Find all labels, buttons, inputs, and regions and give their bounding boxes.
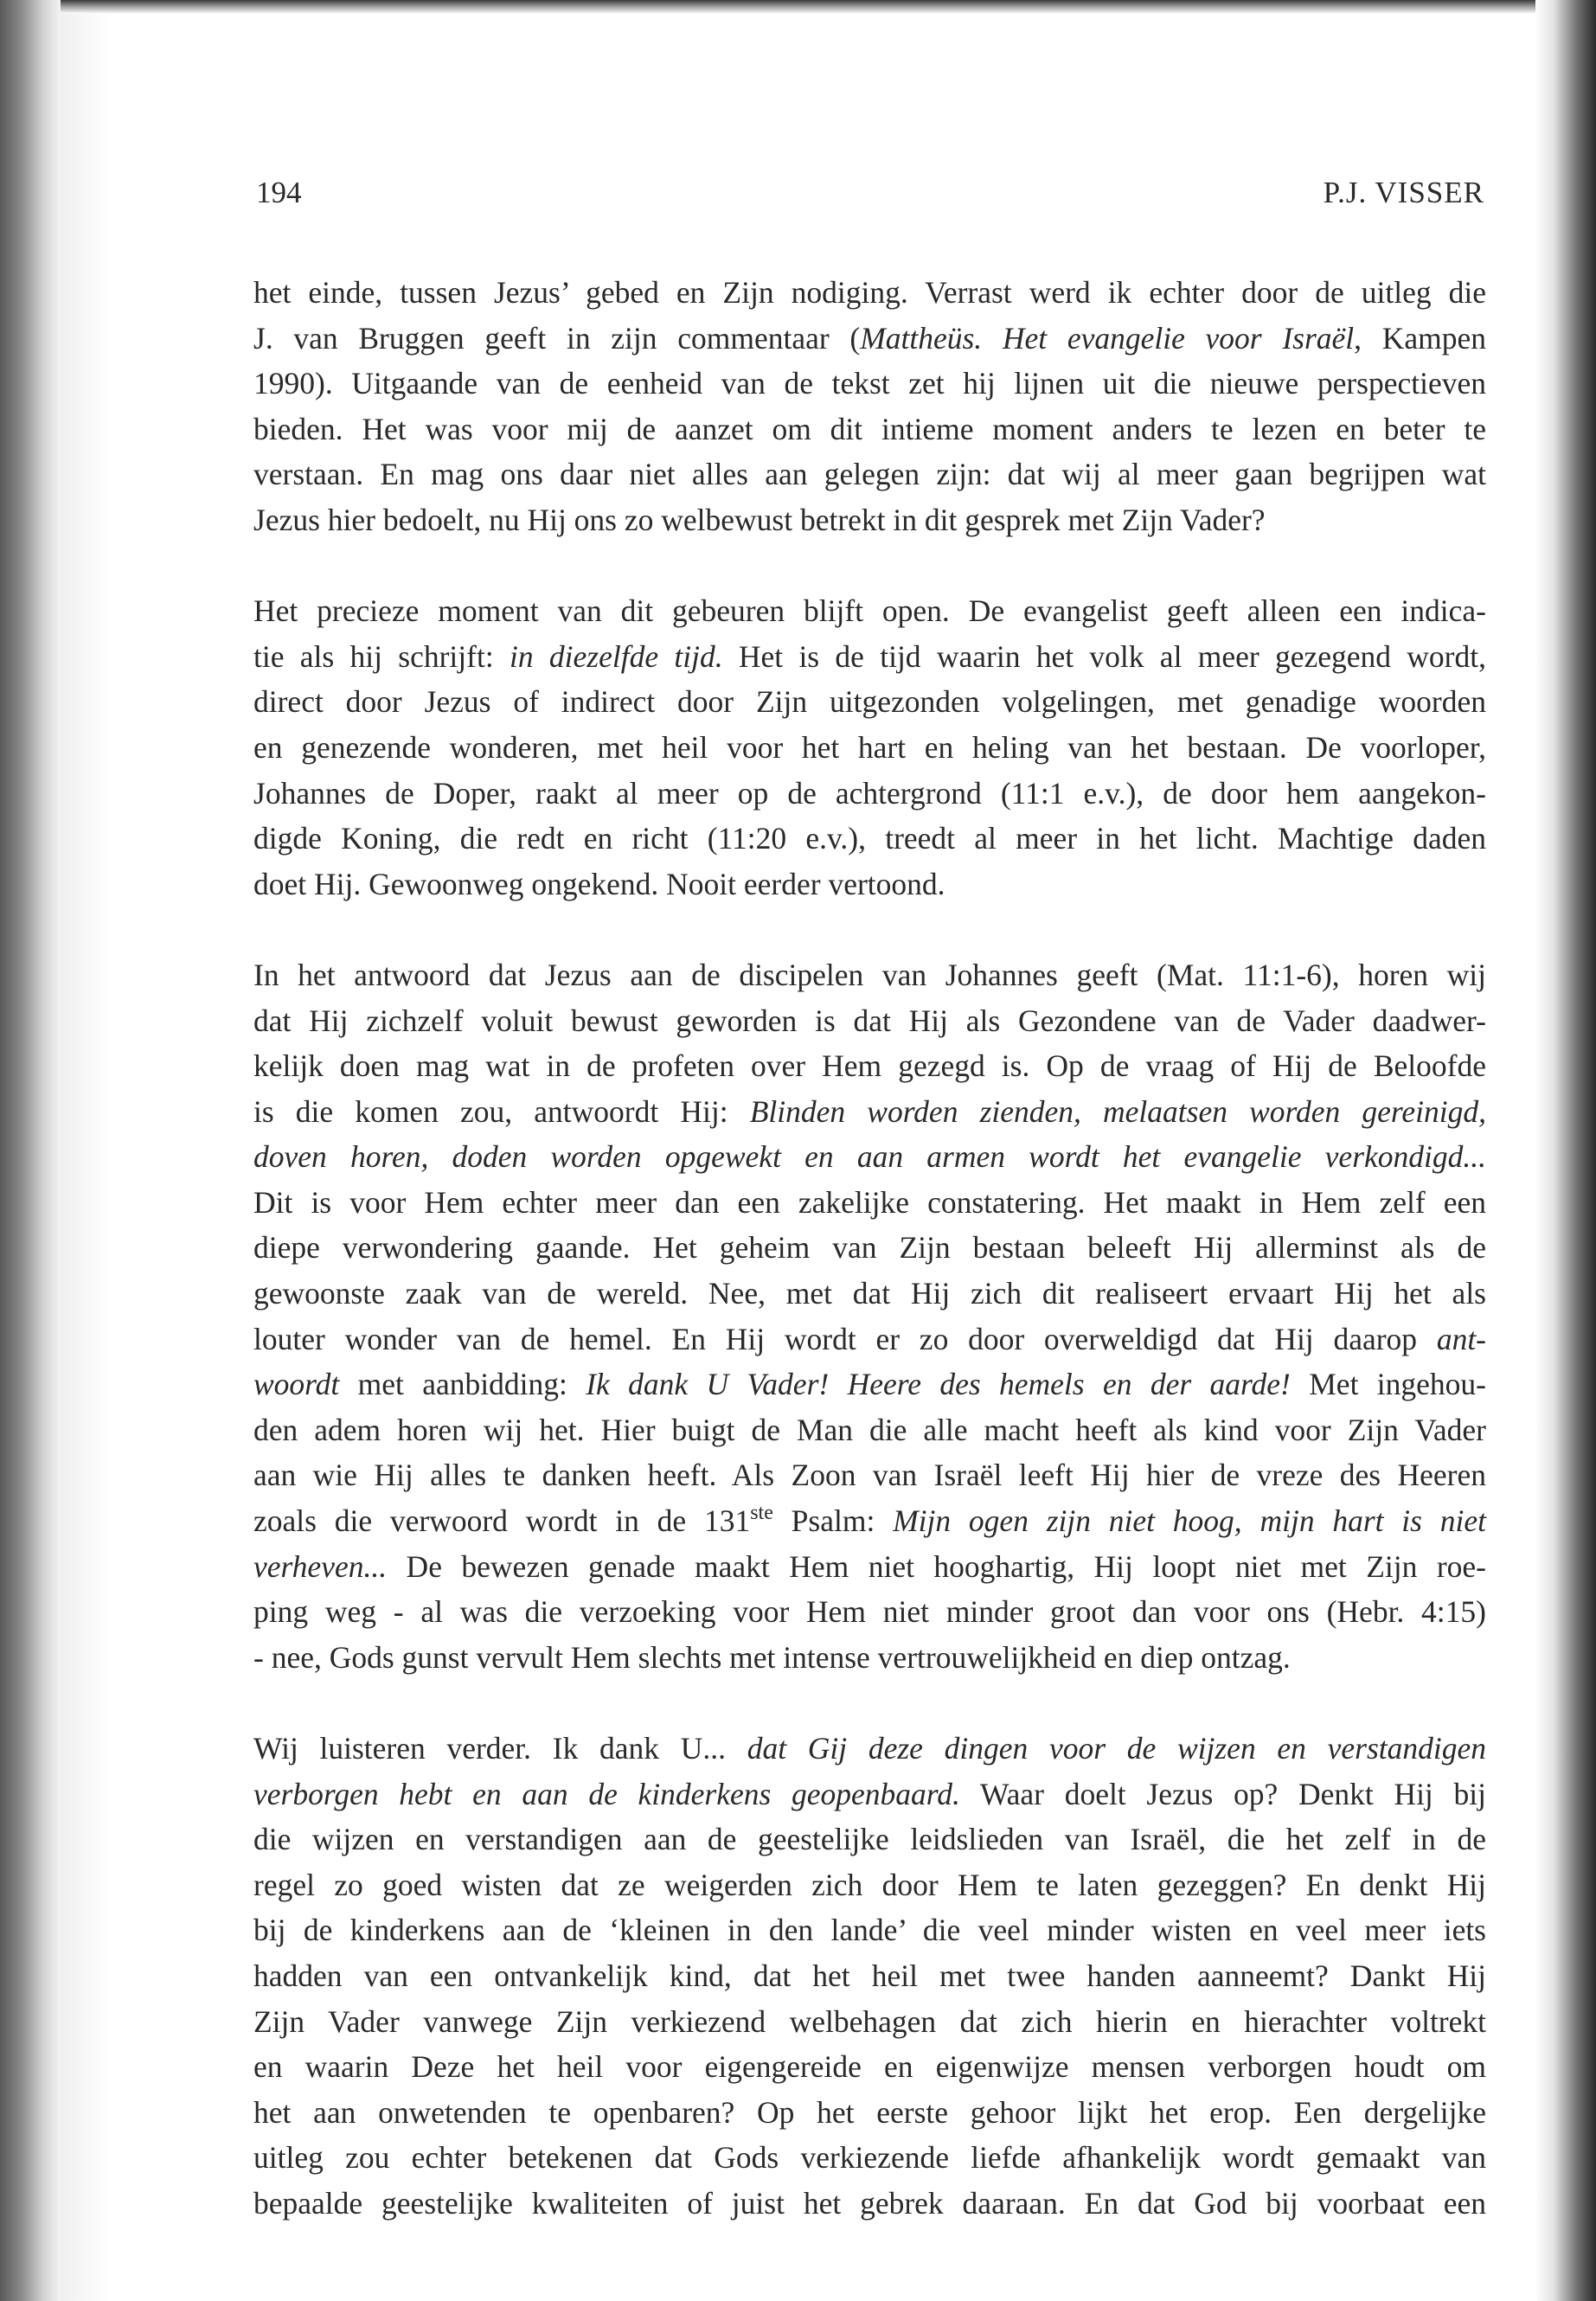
text-run: - nee, Gods gunst vervult Hem slechts met intense vertrouwelijkheid en diep ontzag. [253, 1639, 1291, 1675]
text-run: Met ingehou- [1290, 1367, 1486, 1402]
text-run: verstaan. En mag ons daar niet alles aan gelegen zijn: dat wij al meer gaan begrijpen wat [253, 457, 1486, 492]
text-line [253, 2044, 1486, 2090]
text-line [253, 1271, 1486, 1317]
text-line [253, 634, 1486, 680]
text-line [253, 1907, 1486, 1953]
text-line [253, 1817, 1486, 1862]
text-run: 1990). Uitgaande van de eenheid van de tekst zet hij lijnen uit die nieuwe perspectieven [253, 366, 1486, 401]
superscript: ste [750, 1502, 773, 1525]
italic-text: Ik dank U Vader! Heere des hemels en der aarde! [586, 1367, 1291, 1402]
text-line [253, 862, 1486, 907]
text-line [253, 2090, 1486, 2136]
text-line [253, 1953, 1486, 1999]
text-run: het einde, tussen Jezus’ gebed en Zijn nodiging. Verrast werd ik echter door de uitleg die [253, 275, 1486, 310]
text-line [253, 952, 1486, 998]
text-run: en waarin Deze het heil voor eigengereide en eigenwijze mensen verborgen houdt om [253, 2049, 1486, 2085]
text-line [253, 1544, 1486, 1590]
text-line [253, 361, 1486, 407]
text-run: doet Hij. Gewoonweg ongekend. Nooit eerder vertoond. [253, 866, 945, 901]
text-line [253, 1043, 1486, 1089]
page-edge-shadow [1535, 0, 1596, 2301]
text-run: ping weg - al was die verzoeking voor Hem niet minder groot dan voor ons (Hebr. 4:15) [253, 1594, 1486, 1630]
text-run: bepaalde geestelijke kwaliteiten of juist het gebrek daaraan. En dat God bij voorbaat een [253, 2185, 1486, 2221]
text-line [253, 1862, 1486, 1908]
text-line [253, 452, 1486, 497]
text-run: Johannes de Doper, raakt al meer op de achtergrond (11:1 e.v.), de door hem aangekon- [253, 775, 1486, 811]
text-line [253, 1726, 1486, 1772]
text-run: bij de kinderkens aan de ‘kleinen in den lande’ die veel minder wisten en veel meer iets [253, 1913, 1486, 1948]
text-line [253, 270, 1486, 316]
text-line [253, 1180, 1486, 1226]
text-line [253, 1999, 1486, 2045]
text-line [253, 2135, 1486, 2181]
text-line [253, 1452, 1486, 1498]
text-line [253, 1498, 1486, 1544]
text-run: Dit is voor Hem echter meer dan een zakelijke constatering. Het maakt in Hem zelf een [253, 1184, 1486, 1220]
italic-text: Blinden worden zienden, melaatsen worden gereinigd, [749, 1093, 1486, 1129]
book-gutter [61, 0, 112, 2301]
text-run: zoals die verwoord wordt in de 131 [253, 1503, 751, 1539]
text-line [253, 316, 1486, 362]
text-run: is die komen zou, antwoordt Hij: [253, 1093, 750, 1129]
running-head: P.J. VISSER [1323, 176, 1484, 209]
text-run: regel zo goed wisten dat ze weigerden zich door Hem te laten gezeggen? En denkt Hij [253, 1867, 1486, 1902]
text-line [253, 771, 1486, 817]
page-top-shadow [61, 0, 1535, 14]
text-run: gewoonste zaak van de wereld. Nee, met dat Hij zich dit realiseert ervaart Hij het als [253, 1276, 1486, 1311]
text-line [253, 1089, 1486, 1135]
paragraph [253, 952, 1486, 1681]
text-run: Zijn Vader vanwege Zijn verkiezend welbehagen dat zich hierin en hierachter voltrekt [253, 2003, 1486, 2039]
text-run: uitleg zou echter betekenen dat Gods verkiezende liefde afhankelijk wordt gemaakt van [253, 2140, 1486, 2176]
page-header [256, 176, 1484, 219]
text-run: , Kampen [1354, 320, 1486, 356]
text-run: J. van Bruggen geeft in zijn commentaar ( [253, 320, 861, 356]
text-run: Het is de tijd waarin het volk al meer gezegend wordt, [722, 638, 1486, 674]
text-run: Psalm: [772, 1503, 894, 1539]
paragraph [253, 1726, 1486, 2227]
text-line [253, 2181, 1486, 2227]
text-line [253, 725, 1486, 771]
paragraph [253, 270, 1486, 543]
text-run: Wij luisteren verder. Ik dank U... [253, 1731, 747, 1766]
text-run: die wijzen en verstandigen aan de geestelijke leidslieden van Israël, die het zelf in de [253, 1822, 1486, 1857]
paragraph [253, 588, 1486, 907]
text-run: het aan onwetenden te openbaren? Op het eerste gehoor lijkt het erop. Een dergelijke [253, 2094, 1486, 2130]
text-run: en genezende wonderen, met heil voor het hart en heling van het bestaan. De voorloper, [253, 729, 1486, 765]
text-run: aan wie Hij alles te danken heeft. Als Zoon van Israël leeft Hij hier de vreze des Heeren [253, 1458, 1486, 1493]
text-line [253, 816, 1486, 862]
text-run: dat Hij zichzelf voluit bewust geworden is dat Hij als Gezondene van de Vader daadwer- [253, 1003, 1486, 1038]
text-run: In het antwoord dat Jezus aan de discipelen van Johannes geeft (Mat. 11:1-6), horen wij [253, 957, 1486, 992]
text-line [253, 407, 1486, 452]
text-run: bieden. Het was voor mij de aanzet om dit intieme moment anders te lezen en beter te [253, 411, 1486, 446]
text-run: hadden van een ontvankelijk kind, dat het heil met twee handen aanneemt? Dankt Hij [253, 1958, 1486, 1993]
italic-text: woordt [253, 1367, 340, 1402]
text-line [253, 1772, 1486, 1817]
body-text [253, 270, 1486, 2272]
text-line [253, 679, 1486, 725]
text-run: den adem horen wij het. Hier buigt de Man die alle macht heeft als kind voor Zijn Vader [253, 1412, 1486, 1447]
italic-text: doven horen, doden worden opgewekt en aan armen wordt het evangelie verkondigd... [253, 1139, 1486, 1175]
italic-text: Mattheüs. Het evangelie voor Israël [860, 320, 1355, 356]
text-run: direct door Jezus of indirect door Zijn uitgezonden volgelingen, met genadige woorden [253, 684, 1486, 720]
italic-text: verborgen hebt en aan de kinderkens geopenbaard. [253, 1776, 960, 1811]
text-line [253, 998, 1486, 1044]
italic-text: Mijn ogen zijn niet hoog, mijn hart is niet [893, 1503, 1486, 1539]
page-number: 194 [256, 176, 302, 209]
italic-text: in diezelfde tijd. [510, 638, 723, 674]
text-line [253, 1362, 1486, 1407]
text-line [253, 1407, 1486, 1453]
text-line [253, 1317, 1486, 1362]
text-run: kelijk doen mag wat in de profeten over Hem gezegd is. Op de vraag of Hij de Beloofde [253, 1048, 1486, 1084]
text-line [253, 1225, 1486, 1271]
text-run: diepe verwondering gaande. Het geheim van Zijn bestaan beleeft Hij allerminst als de [253, 1230, 1486, 1266]
book-spine-shadow [0, 0, 61, 2301]
text-line [253, 497, 1486, 543]
text-run: tie als hij schrijft: [253, 638, 510, 674]
text-line [253, 1134, 1486, 1180]
text-line [253, 1635, 1486, 1681]
text-run: Jezus hier bedoelt, nu Hij ons zo welbewust betrekt in dit gesprek met Zijn Vader? [253, 502, 1266, 537]
text-run: De bewezen genade maakt Hem niet hooghartig, Hij loopt niet met Zijn roe- [387, 1548, 1486, 1584]
text-run: met aanbidding: [339, 1367, 586, 1402]
text-run: Het precieze moment van dit gebeuren blijft open. De evangelist geeft alleen een indica- [253, 593, 1486, 629]
italic-text: dat Gij deze dingen voor de wijzen en verstandigen [747, 1731, 1486, 1766]
text-line [253, 588, 1486, 634]
text-line [253, 1589, 1486, 1635]
text-run: louter wonder van de hemel. En Hij wordt er zo door overweldigd dat Hij daarop [253, 1321, 1437, 1356]
italic-text: verheven... [253, 1548, 388, 1584]
italic-text: ant- [1436, 1321, 1486, 1356]
text-run: digde Koning, die redt en richt (11:20 e.v.), treedt al meer in het licht. Machtige daden [253, 821, 1486, 856]
text-run: Waar doelt Jezus op? Denkt Hij bij [959, 1776, 1486, 1811]
